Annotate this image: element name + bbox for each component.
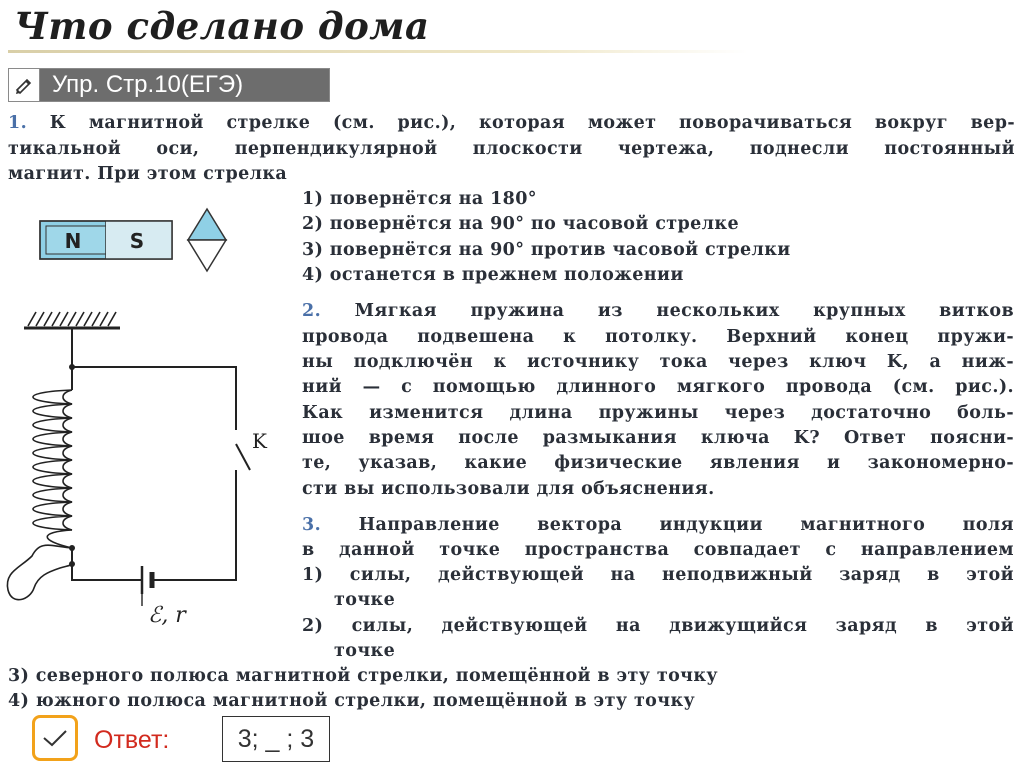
slide-title: Что сделано дома <box>14 4 430 48</box>
task1-option-3: 3) повернётся на 90° против часовой стрелки <box>302 240 791 260</box>
ceiling <box>24 312 120 328</box>
task3-option-3: 3) северного полюса магнитной стрелки, помещённой в эту точку <box>8 666 719 686</box>
battery-icon <box>142 566 152 606</box>
reference-label: Упр. Стр.10(ЕГЭ) <box>52 71 244 98</box>
task3-option-2-cont: точке <box>334 641 396 661</box>
task1-line2: тикальной оси, перпендикулярной плоскости чертежа, поднесли постоянный <box>8 139 1015 159</box>
task2-line1-text: Мягкая пружина из нескольких крупных витков <box>354 301 1014 321</box>
task2-line6: шое время после размыкания ключа K? Ответ поясни- <box>302 428 1014 448</box>
task3-option-1: 1) силы, действующей на неподвижный заряд в этой <box>302 565 1014 585</box>
soft-wire <box>7 545 72 599</box>
task1-option-1: 1) повернётся на 180° <box>302 189 537 209</box>
task1-option-2: 2) повернётся на 90° по часовой стрелке <box>302 214 739 234</box>
task3-line1 <box>302 515 1014 535</box>
task3-line2: в данной точке пространства совпадает с направлением <box>302 540 1014 560</box>
figures <box>0 0 300 660</box>
answer-value: 3; _ ; 3 <box>222 716 330 762</box>
task2-line3: ны подключён к источнику тока через ключ K, а ниж- <box>302 352 1014 372</box>
compass-needle-icon <box>188 209 226 271</box>
bar-magnet <box>40 221 172 259</box>
task2-number: 2. <box>302 301 322 321</box>
task3-line1-text: Направление вектора индукции магнитного поля <box>358 515 1014 535</box>
source-label: ℰ, r <box>148 603 186 628</box>
task1-option-4: 4) останется в прежнем положении <box>302 265 684 285</box>
task2-line8: сти вы использовали для объяснения. <box>302 479 715 499</box>
task2-line5: Как изменится длина пружины через достаточно боль- <box>302 403 1014 423</box>
task3-option-4: 4) южного полюса магнитной стрелки, помещённой в эту точку <box>8 691 696 711</box>
task3-number: 3. <box>302 515 322 535</box>
magnet-north-label: N <box>64 229 82 253</box>
magnet-south-label: S <box>129 229 145 253</box>
task1-number: 1. <box>8 113 28 133</box>
task2-line4: ний — с помощью длинного мягкого провода (см. рис.). <box>302 377 1014 397</box>
check-icon[interactable] <box>32 715 78 761</box>
task1-line1-text: К магнитной стрелке (см. рис.), которая может поворачиваться вокруг вер- <box>49 113 1015 133</box>
key-label: K <box>252 429 267 453</box>
task2-line7: те, указав, какие физические явления и закономерно- <box>302 453 1014 473</box>
task2-line1 <box>302 301 1014 321</box>
task3-option-1-cont: точке <box>334 590 396 610</box>
task2-line2: провода подвешена к потолку. Верхний конец пружи- <box>302 327 1014 347</box>
answer-label: Ответ: <box>94 726 170 754</box>
task3-option-2: 2) силы, действующей на движущийся заряд в этой <box>302 616 1014 636</box>
circuit <box>72 328 250 580</box>
task1-line3: магнит. При этом стрелка <box>8 164 288 184</box>
spring <box>33 390 72 548</box>
